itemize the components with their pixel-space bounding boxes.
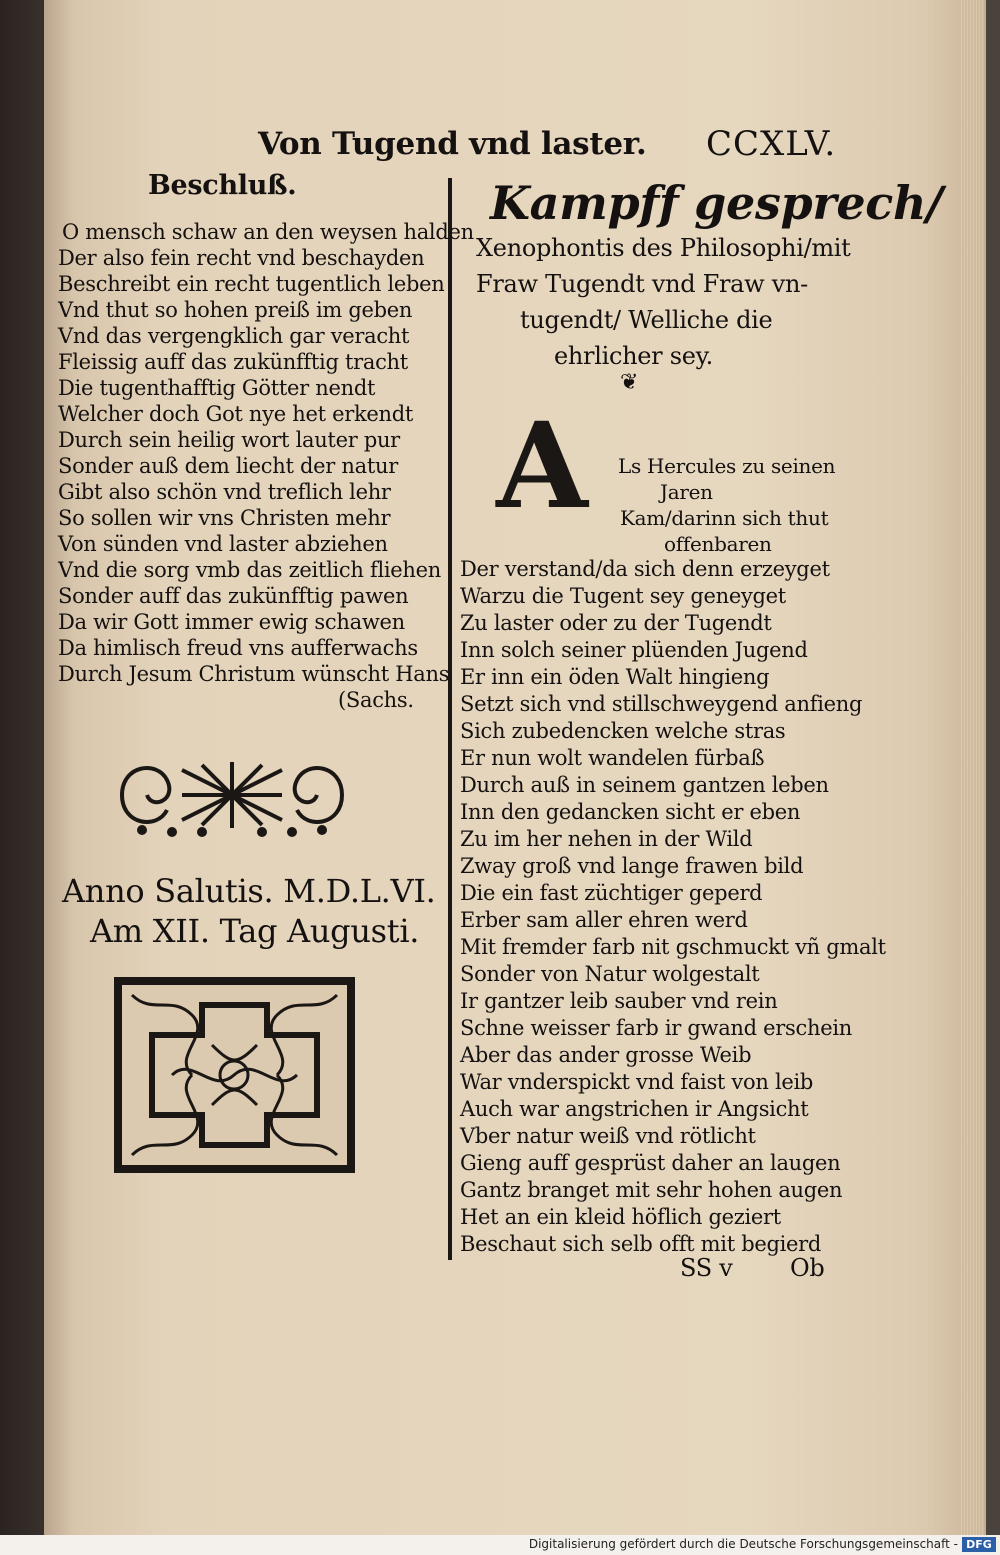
verse-line: Setzt sich vnd stillschweygend anfieng	[460, 692, 863, 716]
verse-line: Die ein fast züchtiger geperd	[460, 881, 763, 905]
verse-line: Inn solch seiner plüenden Jugend	[460, 638, 808, 662]
verse-line: Het an ein kleid höflich geziert	[460, 1205, 781, 1229]
verse-line: Auch war angstrichen ir Angsicht	[460, 1097, 809, 1121]
verse-line: O mensch schaw an den weysen halden	[62, 220, 474, 244]
verse-line: Gantz branget mit sehr hohen augen	[460, 1178, 843, 1202]
verse-line: Zu im her nehen in der Wild	[460, 827, 753, 851]
verse-line: Erber sam aller ehren werd	[460, 908, 748, 932]
fleuron-icon: ❦	[620, 370, 639, 395]
initial-line: Ls Hercules zu seinen	[618, 454, 836, 478]
arabesque-panel-icon	[112, 975, 357, 1175]
verse-line: Ir gantzer leib sauber vnd rein	[460, 989, 778, 1013]
verse-line: Durch auß in seinem gantzen leben	[460, 773, 829, 797]
verse-line: Inn den gedancken sicht er eben	[460, 800, 801, 824]
verse-line: Zway groß vnd lange frawen bild	[460, 854, 804, 878]
verse-line: Sich zubedencken welche stras	[460, 719, 786, 743]
date-line-1: Anno Salutis. M.D.L.VI.	[62, 872, 436, 910]
subtitle-line: ehrlicher sey.	[554, 342, 714, 370]
folio-number: CCXLV.	[706, 124, 837, 164]
verse-line: Mit fremder farb nit gschmuckt vñ gmalt	[460, 935, 886, 959]
verse-line: Sonder auß dem liecht der natur	[58, 454, 398, 478]
initial-line: Jaren	[660, 480, 713, 504]
verse-line: Die tugenthafftig Götter nendt	[58, 376, 376, 400]
verse-line: Vnd die sorg vmb das zeitlich fliehen	[58, 558, 442, 582]
verse-line: Da himlisch freud vns aufferwachs	[58, 636, 418, 660]
verse-line: Fleissig auff das zukünfftig tracht	[58, 350, 408, 374]
subtitle-line: tugendt/ Welliche die	[520, 306, 773, 334]
verse-line: War vnderspickt vnd faist von leib	[460, 1070, 814, 1094]
verse-line: Er inn ein öden Walt hingieng	[460, 665, 770, 689]
section-heading: Beschluß.	[148, 170, 297, 201]
verse-line: Sonder auff das zukünfftig pawen	[58, 584, 409, 608]
verse-line: Da wir Gott immer ewig schawen	[58, 610, 405, 634]
knot-ornament-icon	[112, 750, 352, 840]
verse-line: Der also fein recht vnd beschayden	[58, 246, 425, 270]
verse-line: Aber das ander grosse Weib	[460, 1043, 752, 1067]
verse-line: So sollen wir vns Christen mehr	[58, 506, 391, 530]
verse-line: Zu laster oder zu der Tugendt	[460, 611, 772, 635]
dialogue-title: Kampff gesprech/	[490, 176, 943, 230]
subtitle-line: Xenophontis des Philosophi/mit	[476, 234, 851, 262]
dfg-logo: DFG	[962, 1537, 996, 1552]
column-rule	[448, 178, 452, 1260]
verse-line: Gieng auff gesprüst daher an laugen	[460, 1151, 841, 1175]
verse-line: Welcher doch Got nye het erkendt	[58, 402, 414, 426]
catchword: Ob	[790, 1254, 825, 1282]
verse-line: Gibt also schön vnd treflich lehr	[58, 480, 391, 504]
verse-line: Warzu die Tugent sey geneyget	[460, 584, 786, 608]
signature-mark: SS v	[680, 1254, 733, 1282]
running-head-title: Von Tugend vnd laster.	[258, 126, 647, 162]
verse-line: Der verstand/da sich denn erzeyget	[460, 557, 830, 581]
subtitle-line: Fraw Tugendt vnd Fraw vn-	[476, 270, 808, 298]
verse-line: Beschreibt ein recht tugentlich leben	[58, 272, 445, 296]
initial-line: Kam/darinn sich thut	[620, 506, 829, 530]
verse-line: Beschaut sich selb offt mit begierd	[460, 1232, 822, 1256]
verse-line: (Sachs.	[338, 688, 414, 712]
verse-line: Schne weisser farb ir gwand erschein	[460, 1016, 852, 1040]
decorated-initial: A	[496, 396, 588, 535]
date-line-2: Am XII. Tag Augusti.	[90, 912, 420, 950]
funding-credit: Digitalisierung gefördert durch die Deutsche Forschungsgemeinschaft -	[528, 1537, 958, 1551]
initial-line: offenbaren	[664, 532, 772, 556]
verse-line: Von sünden vnd laster abziehen	[58, 532, 388, 556]
verse-line: Durch sein heilig wort lauter pur	[58, 428, 400, 452]
verse-line: Sonder von Natur wolgestalt	[460, 962, 760, 986]
page-edge	[960, 0, 986, 1535]
verse-line: Vber natur weiß vnd rötlicht	[460, 1124, 756, 1148]
verse-line: Vnd das vergengklich gar veracht	[58, 324, 410, 348]
verse-line: Durch Jesum Christum wünscht Hans	[58, 662, 450, 686]
verse-line: Er nun wolt wandelen fürbaß	[460, 746, 765, 770]
verse-line: Vnd thut so hohen preiß im geben	[58, 298, 413, 322]
